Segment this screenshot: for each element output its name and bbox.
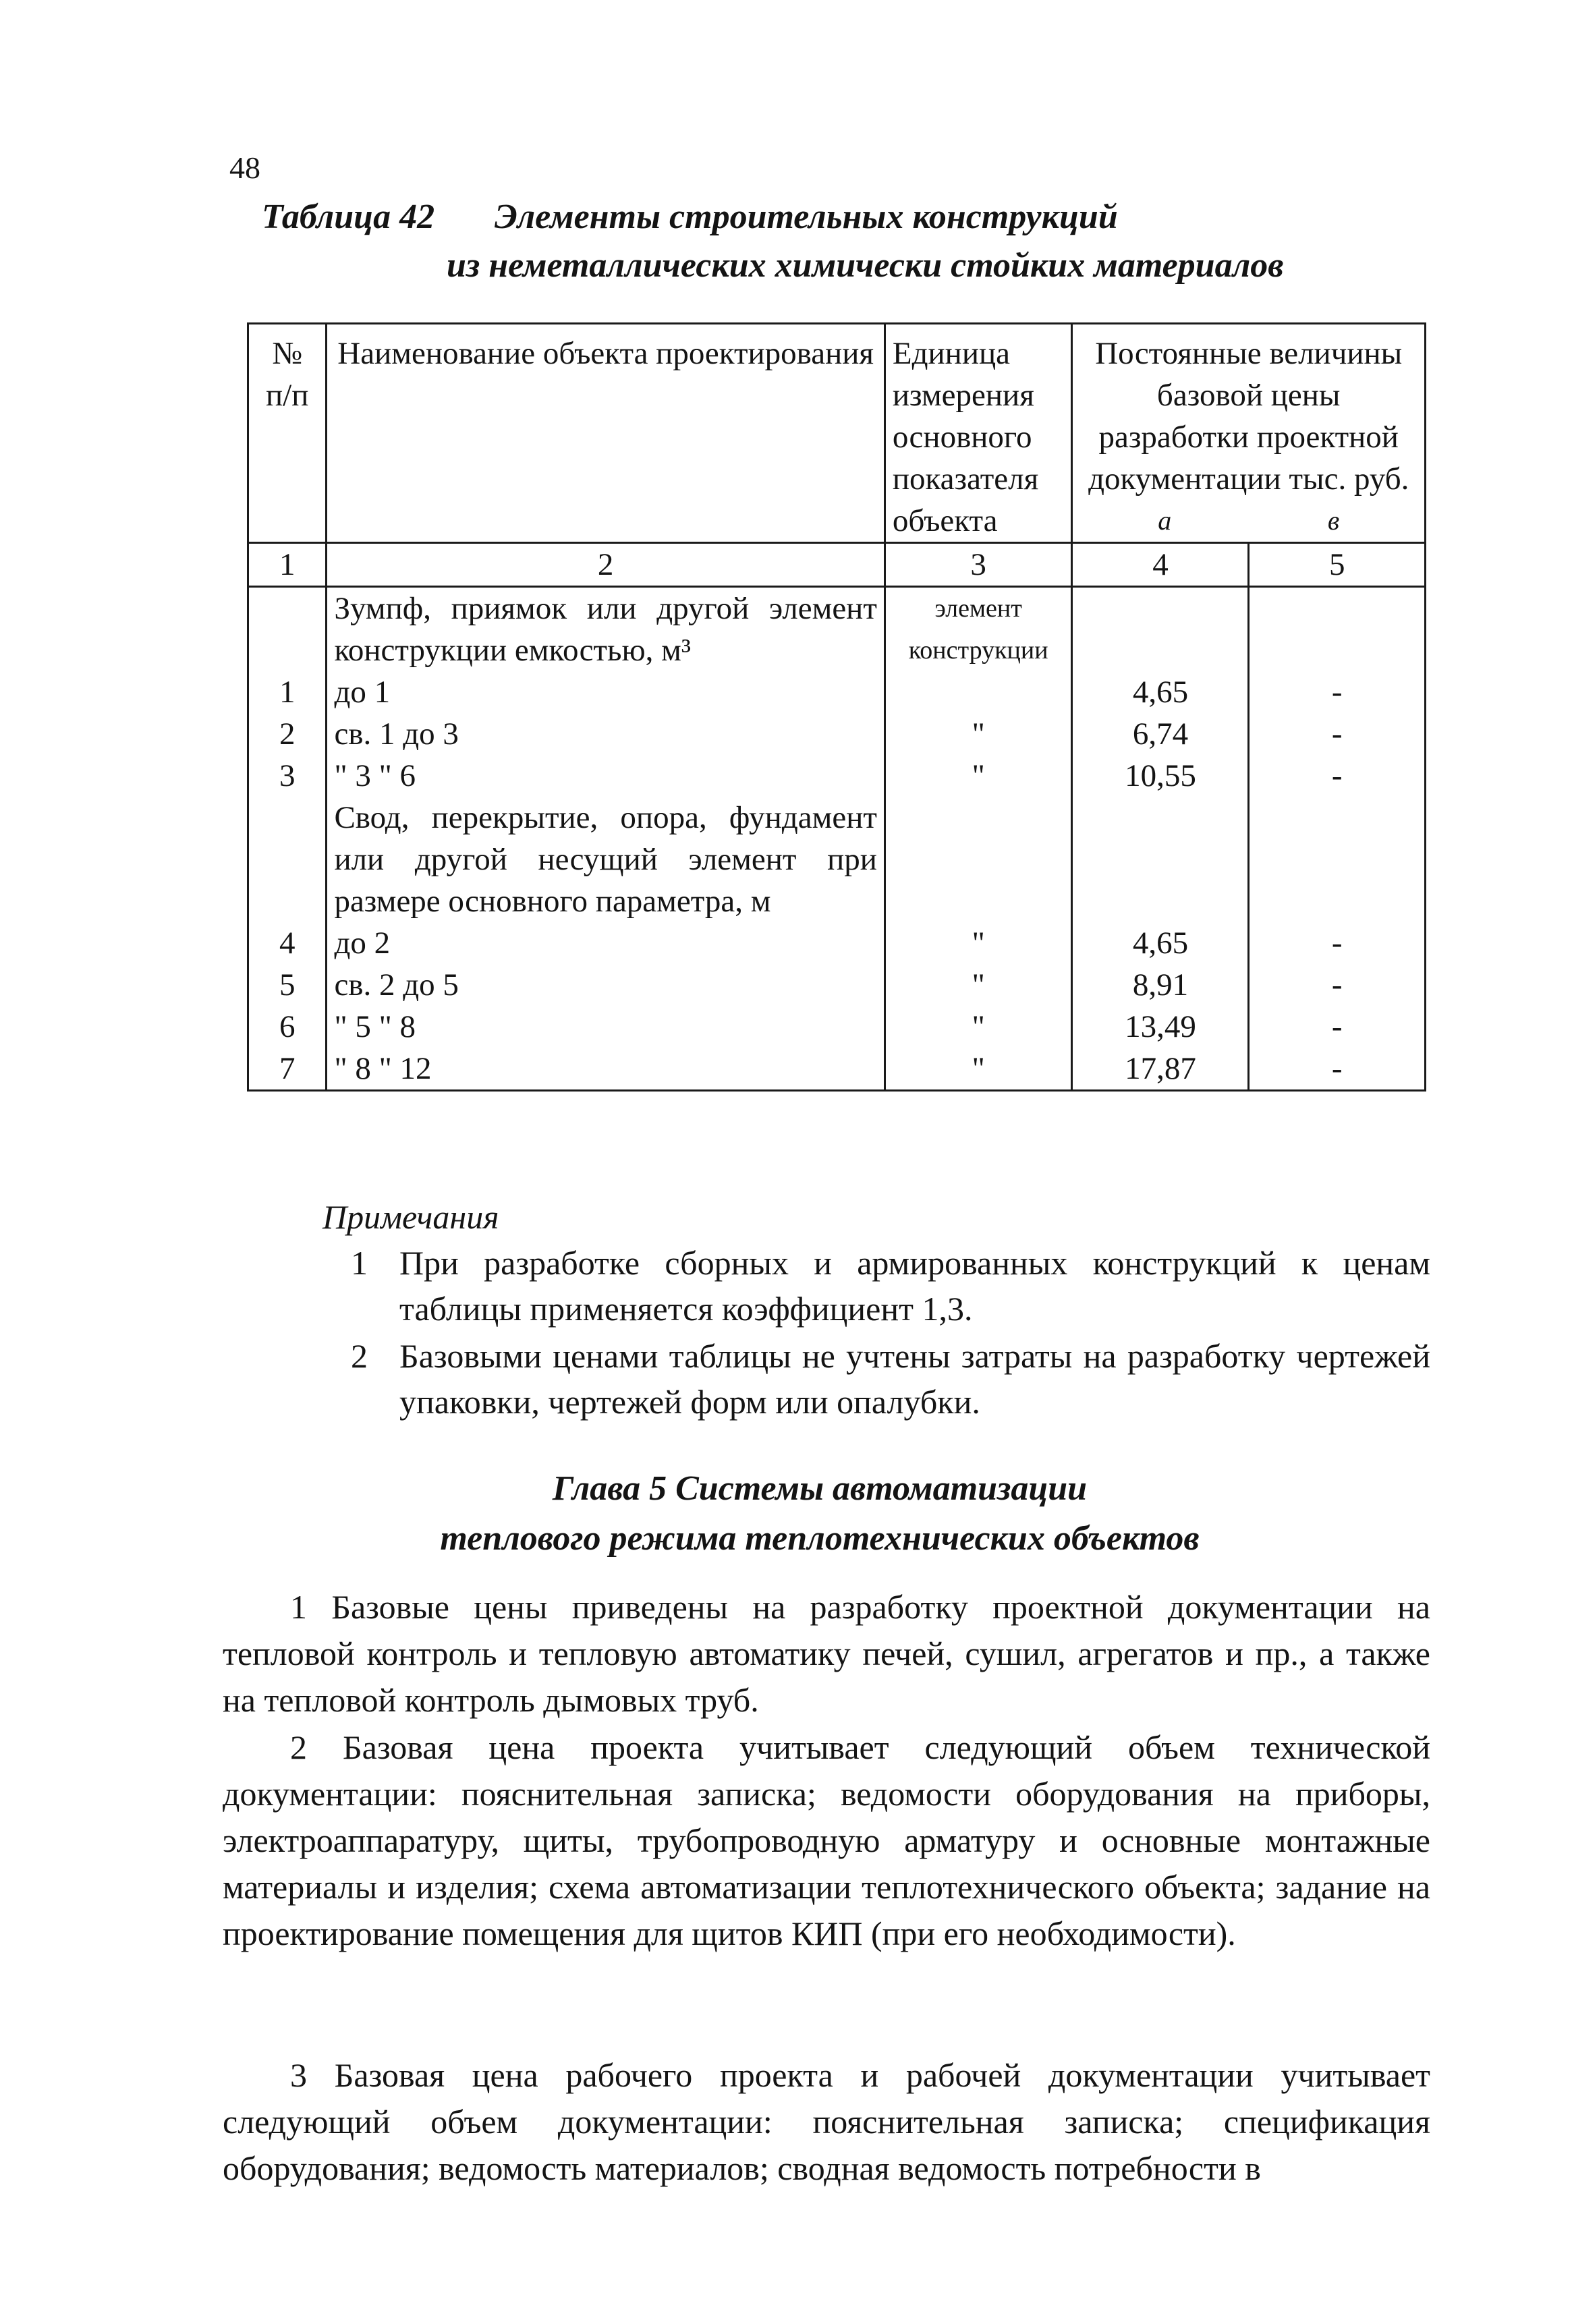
group1-title: Зумпф, приямок или другой элемент конструкции емкостью, м³ [327,587,885,672]
header-unit: Единица измерения основного показателя объекта [885,324,1072,543]
note-item [351,1333,1430,1425]
header-name: Наименование объекта проектирования [327,324,885,543]
table-caption [262,192,1118,243]
table-row: 2 св. 1 до 3 " 6,74 - [248,713,1426,755]
header-sub-a: а [1158,505,1172,536]
table-row: 4 до 2 " 4,65 - [248,922,1426,964]
column-number-row [248,543,1426,587]
note-number: 2 [351,1337,368,1375]
table-header-row [248,324,1426,543]
group2-title: Свод, перекрытие, опора, фундамент или другой несущий элемент при размере основного параметра, м [327,797,885,922]
note-text: Базовыми ценами таблицы не учтены затраты на разработку чертежей упаковки, чертежей форм или опалубки. [399,1337,1430,1421]
group-header-row [248,797,1426,922]
group-header-row [248,587,1426,672]
paragraph: 2 Базовая цена проекта учитывает следующий объем технической документации: пояснительная записка; ведомости оборудования на приборы, электроаппаратуру, щиты, трубопроводную арматуру и основные монтажные материалы и изделия; схема автоматизации теплотехнического объекта; задание на проектирование помещения для щитов КИП (при его необходимости). [223,1728,1430,1952]
table-row: 7 " 8 " 12 " 17,87 - [248,1048,1426,1091]
table-row: 5 св. 2 до 5 " 8,91 - [248,964,1426,1006]
colnum-1: 1 [248,543,327,587]
paragraph: 3 Базовая цена рабочего проекта и рабочей документации учитывает следующий объем документации: пояснительная записка; спецификация оборудования; ведомость материалов; сводная ведомость потребности в [223,2056,1430,2187]
note-item [351,1240,1430,1332]
notes-title: Примечания [322,1198,499,1236]
header-price-text: Постоянные величины базовой цены разработки проектной документации тыс. руб. [1088,336,1409,497]
table-label: Таблица 42 [262,198,435,236]
header-price [1072,324,1426,543]
table-row: 1 до 1 4,65 - [248,671,1426,713]
note-number: 1 [351,1244,368,1282]
colnum-5: 5 [1249,543,1426,587]
colnum-4: 4 [1072,543,1249,587]
header-sub-b: в [1327,505,1340,536]
price-table [247,322,1426,1092]
chapter-title-line1: Глава 5 Системы автоматизации [552,1469,1088,1508]
group1-unit-label: элемент конструкции [885,587,1072,672]
colnum-3: 3 [885,543,1072,587]
header-num: № п/п [248,324,327,543]
colnum-2: 2 [327,543,885,587]
table-title-line2: из неметаллических химически стойких материалов [447,246,1284,285]
note-text: При разработке сборных и армированных конструкций к ценам таблицы применяется коэффициент 1,3. [399,1244,1430,1328]
chapter-title-line2: теплового режима теплотехнических объектов [440,1519,1200,1558]
table-title-line1: Элементы строительных конструкций [495,198,1118,236]
table-row: 6 " 5 " 8 " 13,49 - [248,1006,1426,1048]
header-subcolumns [1079,500,1417,542]
paragraph: 1 Базовые цены приведены на разработку проектной документации на тепловой контроль и тепловую автоматику печей, сушил, агрегатов и пр., а также на тепловой контроль дымовых труб. [223,1588,1430,1719]
table-row: 3 " 3 " 6 " 10,55 - [248,755,1426,797]
page-number: 48 [229,150,260,185]
